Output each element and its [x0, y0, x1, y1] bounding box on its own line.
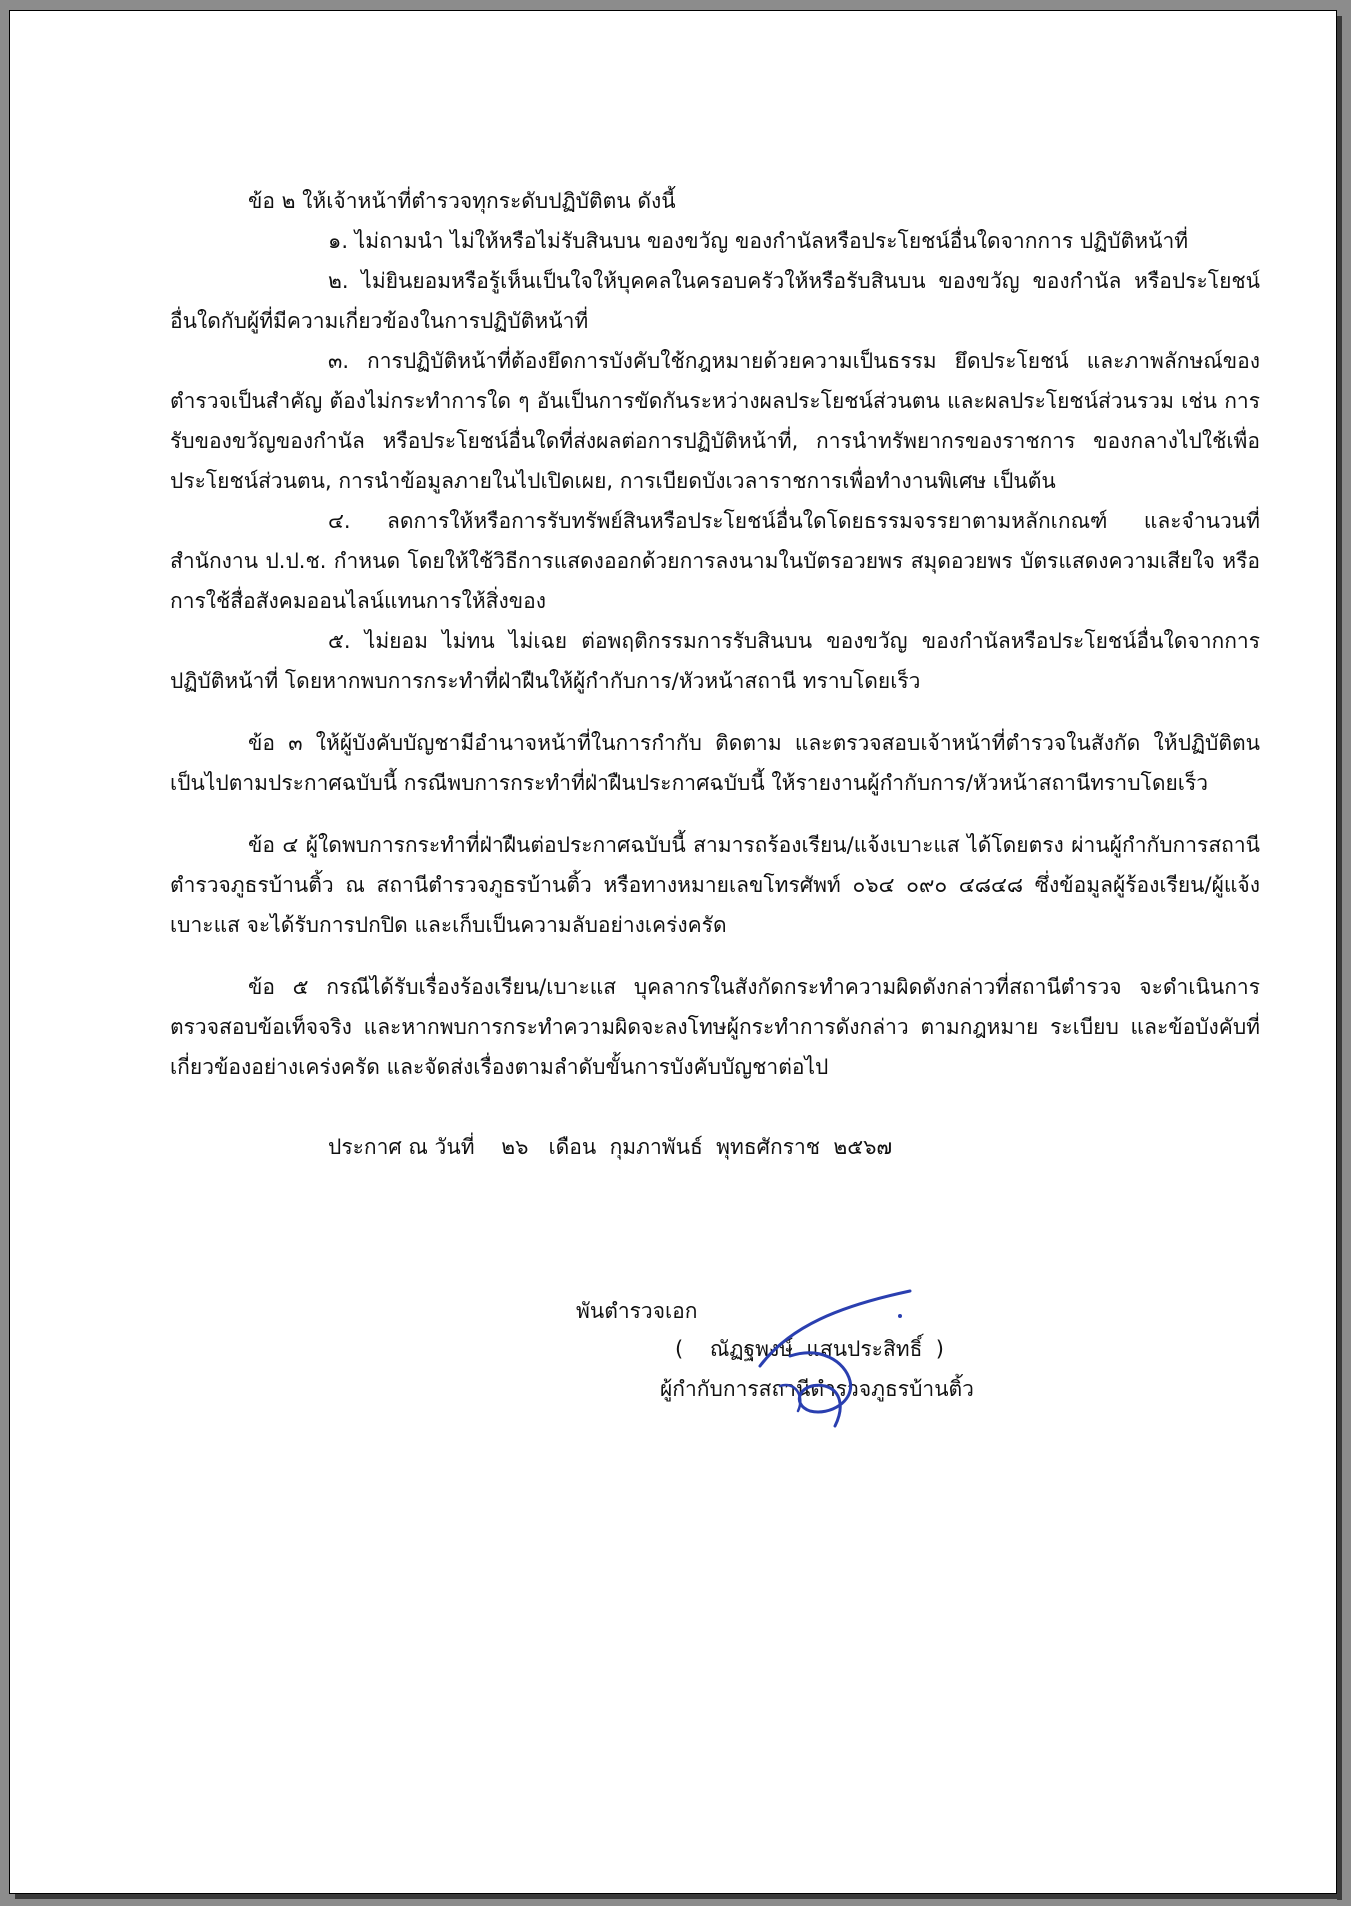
page-shadow-right [1337, 16, 1342, 1900]
clause-2-intro: ข้อ ๒ ให้เจ้าหน้าที่ตำรวจทุกระดับปฏิบัติตน ดังนี้ [248, 189, 676, 213]
clause-2-item-3: ๓. การปฏิบัติหน้าที่ต้องยึดการบังคับใช้กฎหมายด้วยความเป็นธรรม ยึดประโยชน์ และภาพลักษณ์ของตำรวจเป็นสำคัญ ต้องไม่กระทำการใด ๆ อันเป็นการขัดกันระหว่างผลประโยชน์ส่วนตน และผลประโยชน์ส่วนรวม เช่น การรับของขวัญของกำนัล หรือประโยชน์อื่นใดที่ส่งผลต่อการปฏิบัติหน้าที่, การนำทรัพยากรของราชการ ของกลางไปใช้เพื่อประโยชน์ส่วนตน, การนำข้อมูลภายในไปเปิดเผย, การเบียดบังเวลาราชการเพื่อทำงานพิเศษ เป็นต้น [170, 349, 1260, 493]
handwritten-signature [750, 1286, 920, 1436]
page-shadow-bottom [15, 1894, 1342, 1899]
signature-block [10, 1291, 1337, 1491]
clause-2-item-2: ๒. ไม่ยินยอมหรือรู้เห็นเป็นใจให้บุคคลในครอบครัวให้หรือรับสินบน ของขวัญ ของกำนัล หรือประโยชน์อื่นใดกับผู้ที่มีความเกี่ยวข้องในการปฏิบัติหน้าที่ [170, 269, 1260, 333]
clause-3: ข้อ ๓ ให้ผู้บังคับบัญชามีอำนาจหน้าที่ในการกำกับ ติดตาม และตรวจสอบเจ้าหน้าที่ตำรวจในสังกัด ให้ปฏิบัติตนเป็นไปตามประกาศฉบับนี้ กรณีพบการกระทำที่ฝ่าฝืนประกาศฉบับนี้ ให้รายงานผู้กำกับการ/หัวหน้าสถานีทราบโดยเร็ว [170, 731, 1260, 795]
signatory-position: ผู้กำกับการสถานีตำรวจภูธรบ้านติ้ว [660, 1377, 974, 1401]
document-page [9, 10, 1337, 1894]
clause-2-item-4: ๔. ลดการให้หรือการรับทรัพย์สินหรือประโยชน์อื่นใดโดยธรรมจรรยาตามหลักเกณฑ์ และจำนวนที่สำนักงาน ป.ป.ช. กำหนด โดยให้ใช้วิธีการแสดงออกด้วยการลงนามในบัตรอวยพร สมุดอวยพร บัตรแสดงความเสียใจ หรือการใช้สื่อสังคมออนไลน์แทนการให้สิ่งของ [170, 509, 1260, 613]
signatory-rank: พันตำรวจเอก [576, 1299, 698, 1323]
document-body [170, 181, 1260, 1167]
signatory-name: ( ณัฏฐพงษ์ แสนประสิทธิ์ ) [675, 1337, 944, 1361]
clause-2-item-5: ๕. ไม่ยอม ไม่ทน ไม่เฉย ต่อพฤติกรรมการรับสินบน ของขวัญ ของกำนัลหรือประโยชน์อื่นใดจากการปฏิบัติหน้าที่ โดยหากพบการกระทำที่ฝ่าฝืนให้ผู้กำกับการ/หัวหน้าสถานี ทราบโดยเร็ว [170, 629, 1260, 693]
clause-5: ข้อ ๕ กรณีได้รับเรื่องร้องเรียน/เบาะแส บุคลากรในสังกัดกระทำความผิดดังกล่าวที่สถานีตำรวจ จะดำเนินการตรวจสอบข้อเท็จจริง และหากพบการกระทำความผิดจะลงโทษผู้กระทำการดังกล่าว ตามกฎหมาย ระเบียบ และข้อบังคับที่เกี่ยวข้องอย่างเคร่งครัด และจัดส่งเรื่องตามลำดับขั้นการบังคับบัญชาต่อไป [170, 975, 1260, 1079]
clause-4: ข้อ ๔ ผู้ใดพบการกระทำที่ฝ่าฝืนต่อประกาศฉบับนี้ สามารถร้องเรียน/แจ้งเบาะแส ได้โดยตรง ผ่านผู้กำกับการสถานีตำรวจภูธรบ้านติ้ว ณ สถานีตำรวจภูธรบ้านติ้ว หรือทางหมายเลขโทรศัพท์ ๐๖๔ ๐๙๐ ๔๘๔๘ ซึ่งข้อมูลผู้ร้องเรียน/ผู้แจ้งเบาะแส จะได้รับการปกปิด และเก็บเป็นความลับอย่างเคร่งครัด [170, 833, 1260, 937]
clause-2-item-1: ๑. ไม่ถามนำ ไม่ให้หรือไม่รับสินบน ของขวัญ ของกำนัลหรือประโยชน์อื่นใดจากการ ปฏิบัติหน้าที่ [328, 229, 1189, 253]
announcement-date: ประกาศ ณ วันที่ ๒๖ เดือน กุมภาพันธ์ พุทธศักราช ๒๕๖๗ [328, 1135, 893, 1159]
